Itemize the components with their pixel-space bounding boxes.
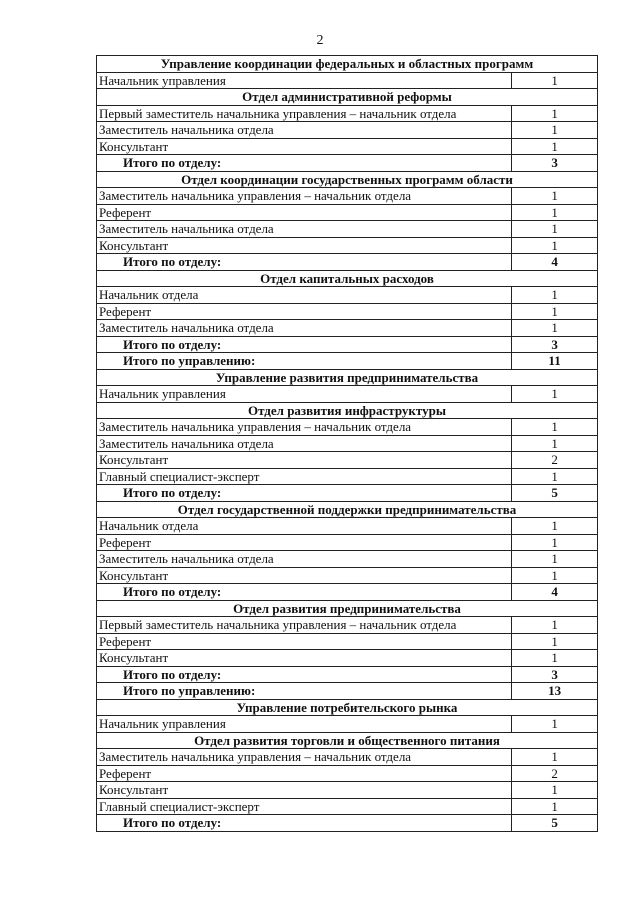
position-row xyxy=(97,287,598,304)
position-name: Заместитель начальника управления – начальник отдела xyxy=(97,419,512,436)
total-label: Итого по отделу: xyxy=(97,666,512,683)
position-name: Референт xyxy=(97,633,512,650)
total-count: 5 xyxy=(512,485,598,502)
position-count: 1 xyxy=(512,518,598,535)
position-name: Начальник отдела xyxy=(97,287,512,304)
position-name: Первый заместитель начальника управления – начальник отдела xyxy=(97,617,512,634)
position-count: 1 xyxy=(512,782,598,799)
position-row xyxy=(97,303,598,320)
section-title: Отдел развития торговли и общественного питания xyxy=(97,732,598,749)
position-name: Главный специалист-эксперт xyxy=(97,798,512,815)
position-row xyxy=(97,435,598,452)
position-row xyxy=(97,138,598,155)
total-count: 13 xyxy=(512,683,598,700)
total-row xyxy=(97,485,598,502)
section-header-row xyxy=(97,600,598,617)
position-row xyxy=(97,221,598,238)
position-name: Консультант xyxy=(97,452,512,469)
total-row xyxy=(97,336,598,353)
section-title: Отдел развития предпринимательства xyxy=(97,600,598,617)
position-count: 1 xyxy=(512,617,598,634)
position-count: 1 xyxy=(512,386,598,403)
position-name: Консультант xyxy=(97,782,512,799)
position-name: Заместитель начальника отдела xyxy=(97,320,512,337)
position-row xyxy=(97,782,598,799)
position-name: Референт xyxy=(97,204,512,221)
position-count: 1 xyxy=(512,188,598,205)
position-row xyxy=(97,237,598,254)
position-row xyxy=(97,204,598,221)
position-name: Консультант xyxy=(97,138,512,155)
total-count: 11 xyxy=(512,353,598,370)
total-row xyxy=(97,353,598,370)
position-count: 1 xyxy=(512,567,598,584)
position-count: 1 xyxy=(512,551,598,568)
staffing-table-body xyxy=(97,56,598,832)
position-name: Референт xyxy=(97,303,512,320)
position-count: 2 xyxy=(512,765,598,782)
position-row xyxy=(97,534,598,551)
total-label: Итого по отделу: xyxy=(97,815,512,832)
position-count: 1 xyxy=(512,204,598,221)
section-header-row xyxy=(97,699,598,716)
total-count: 4 xyxy=(512,254,598,271)
position-row xyxy=(97,452,598,469)
section-title: Отдел административной реформы xyxy=(97,89,598,106)
section-title: Управление потребительского рынка xyxy=(97,699,598,716)
total-row xyxy=(97,254,598,271)
total-count: 5 xyxy=(512,815,598,832)
position-count: 1 xyxy=(512,303,598,320)
total-row xyxy=(97,815,598,832)
section-header-row xyxy=(97,89,598,106)
total-count: 3 xyxy=(512,336,598,353)
position-name: Референт xyxy=(97,534,512,551)
position-name: Начальник управления xyxy=(97,716,512,733)
total-count: 3 xyxy=(512,155,598,172)
total-label: Итого по отделу: xyxy=(97,336,512,353)
position-count: 1 xyxy=(512,798,598,815)
position-name: Заместитель начальника отдела xyxy=(97,122,512,139)
position-count: 1 xyxy=(512,237,598,254)
position-count: 2 xyxy=(512,452,598,469)
total-count: 4 xyxy=(512,584,598,601)
position-row xyxy=(97,633,598,650)
position-row xyxy=(97,72,598,89)
position-name: Заместитель начальника отдела xyxy=(97,551,512,568)
page-number: 2 xyxy=(316,33,324,48)
total-label: Итого по отделу: xyxy=(97,155,512,172)
section-header-row xyxy=(97,369,598,386)
position-count: 1 xyxy=(512,320,598,337)
position-row xyxy=(97,798,598,815)
position-count: 1 xyxy=(512,122,598,139)
position-count: 1 xyxy=(512,650,598,667)
section-title: Отдел координации государственных программ области xyxy=(97,171,598,188)
position-count: 1 xyxy=(512,749,598,766)
position-row xyxy=(97,716,598,733)
position-count: 1 xyxy=(512,419,598,436)
position-row xyxy=(97,650,598,667)
section-title: Управление развития предпринимательства xyxy=(97,369,598,386)
position-count: 1 xyxy=(512,221,598,238)
section-header-row xyxy=(97,402,598,419)
position-row xyxy=(97,419,598,436)
total-row xyxy=(97,584,598,601)
position-row xyxy=(97,105,598,122)
position-count: 1 xyxy=(512,72,598,89)
position-name: Консультант xyxy=(97,567,512,584)
position-name: Заместитель начальника отдела xyxy=(97,221,512,238)
total-row xyxy=(97,155,598,172)
position-name: Заместитель начальника управления – начальник отдела xyxy=(97,749,512,766)
position-row xyxy=(97,320,598,337)
position-name: Консультант xyxy=(97,650,512,667)
position-count: 1 xyxy=(512,468,598,485)
position-row xyxy=(97,188,598,205)
position-row xyxy=(97,765,598,782)
total-label: Итого по управлению: xyxy=(97,353,512,370)
position-name: Главный специалист-эксперт xyxy=(97,468,512,485)
position-name: Консультант xyxy=(97,237,512,254)
total-label: Итого по отделу: xyxy=(97,584,512,601)
section-header-row xyxy=(97,501,598,518)
position-row xyxy=(97,122,598,139)
position-count: 1 xyxy=(512,138,598,155)
total-label: Итого по управлению: xyxy=(97,683,512,700)
position-count: 1 xyxy=(512,534,598,551)
total-row xyxy=(97,666,598,683)
position-name: Заместитель начальника управления – начальник отдела xyxy=(97,188,512,205)
position-name: Заместитель начальника отдела xyxy=(97,435,512,452)
total-label: Итого по отделу: xyxy=(97,485,512,502)
total-count: 3 xyxy=(512,666,598,683)
section-title: Управление координации федеральных и областных программ xyxy=(97,56,598,73)
staffing-table xyxy=(96,55,598,832)
section-header-row xyxy=(97,56,598,73)
position-row xyxy=(97,386,598,403)
position-row xyxy=(97,567,598,584)
position-name: Начальник управления xyxy=(97,72,512,89)
section-header-row xyxy=(97,171,598,188)
position-count: 1 xyxy=(512,287,598,304)
position-name: Начальник управления xyxy=(97,386,512,403)
position-row xyxy=(97,749,598,766)
position-count: 1 xyxy=(512,716,598,733)
position-count: 1 xyxy=(512,435,598,452)
position-count: 1 xyxy=(512,633,598,650)
position-name: Первый заместитель начальника управления – начальник отдела xyxy=(97,105,512,122)
position-count: 1 xyxy=(512,105,598,122)
position-row xyxy=(97,617,598,634)
position-name: Референт xyxy=(97,765,512,782)
position-row xyxy=(97,468,598,485)
total-row xyxy=(97,683,598,700)
total-label: Итого по отделу: xyxy=(97,254,512,271)
section-title: Отдел капитальных расходов xyxy=(97,270,598,287)
position-row xyxy=(97,518,598,535)
section-header-row xyxy=(97,270,598,287)
position-name: Начальник отдела xyxy=(97,518,512,535)
section-title: Отдел развития инфраструктуры xyxy=(97,402,598,419)
section-header-row xyxy=(97,732,598,749)
position-row xyxy=(97,551,598,568)
section-title: Отдел государственной поддержки предпринимательства xyxy=(97,501,598,518)
